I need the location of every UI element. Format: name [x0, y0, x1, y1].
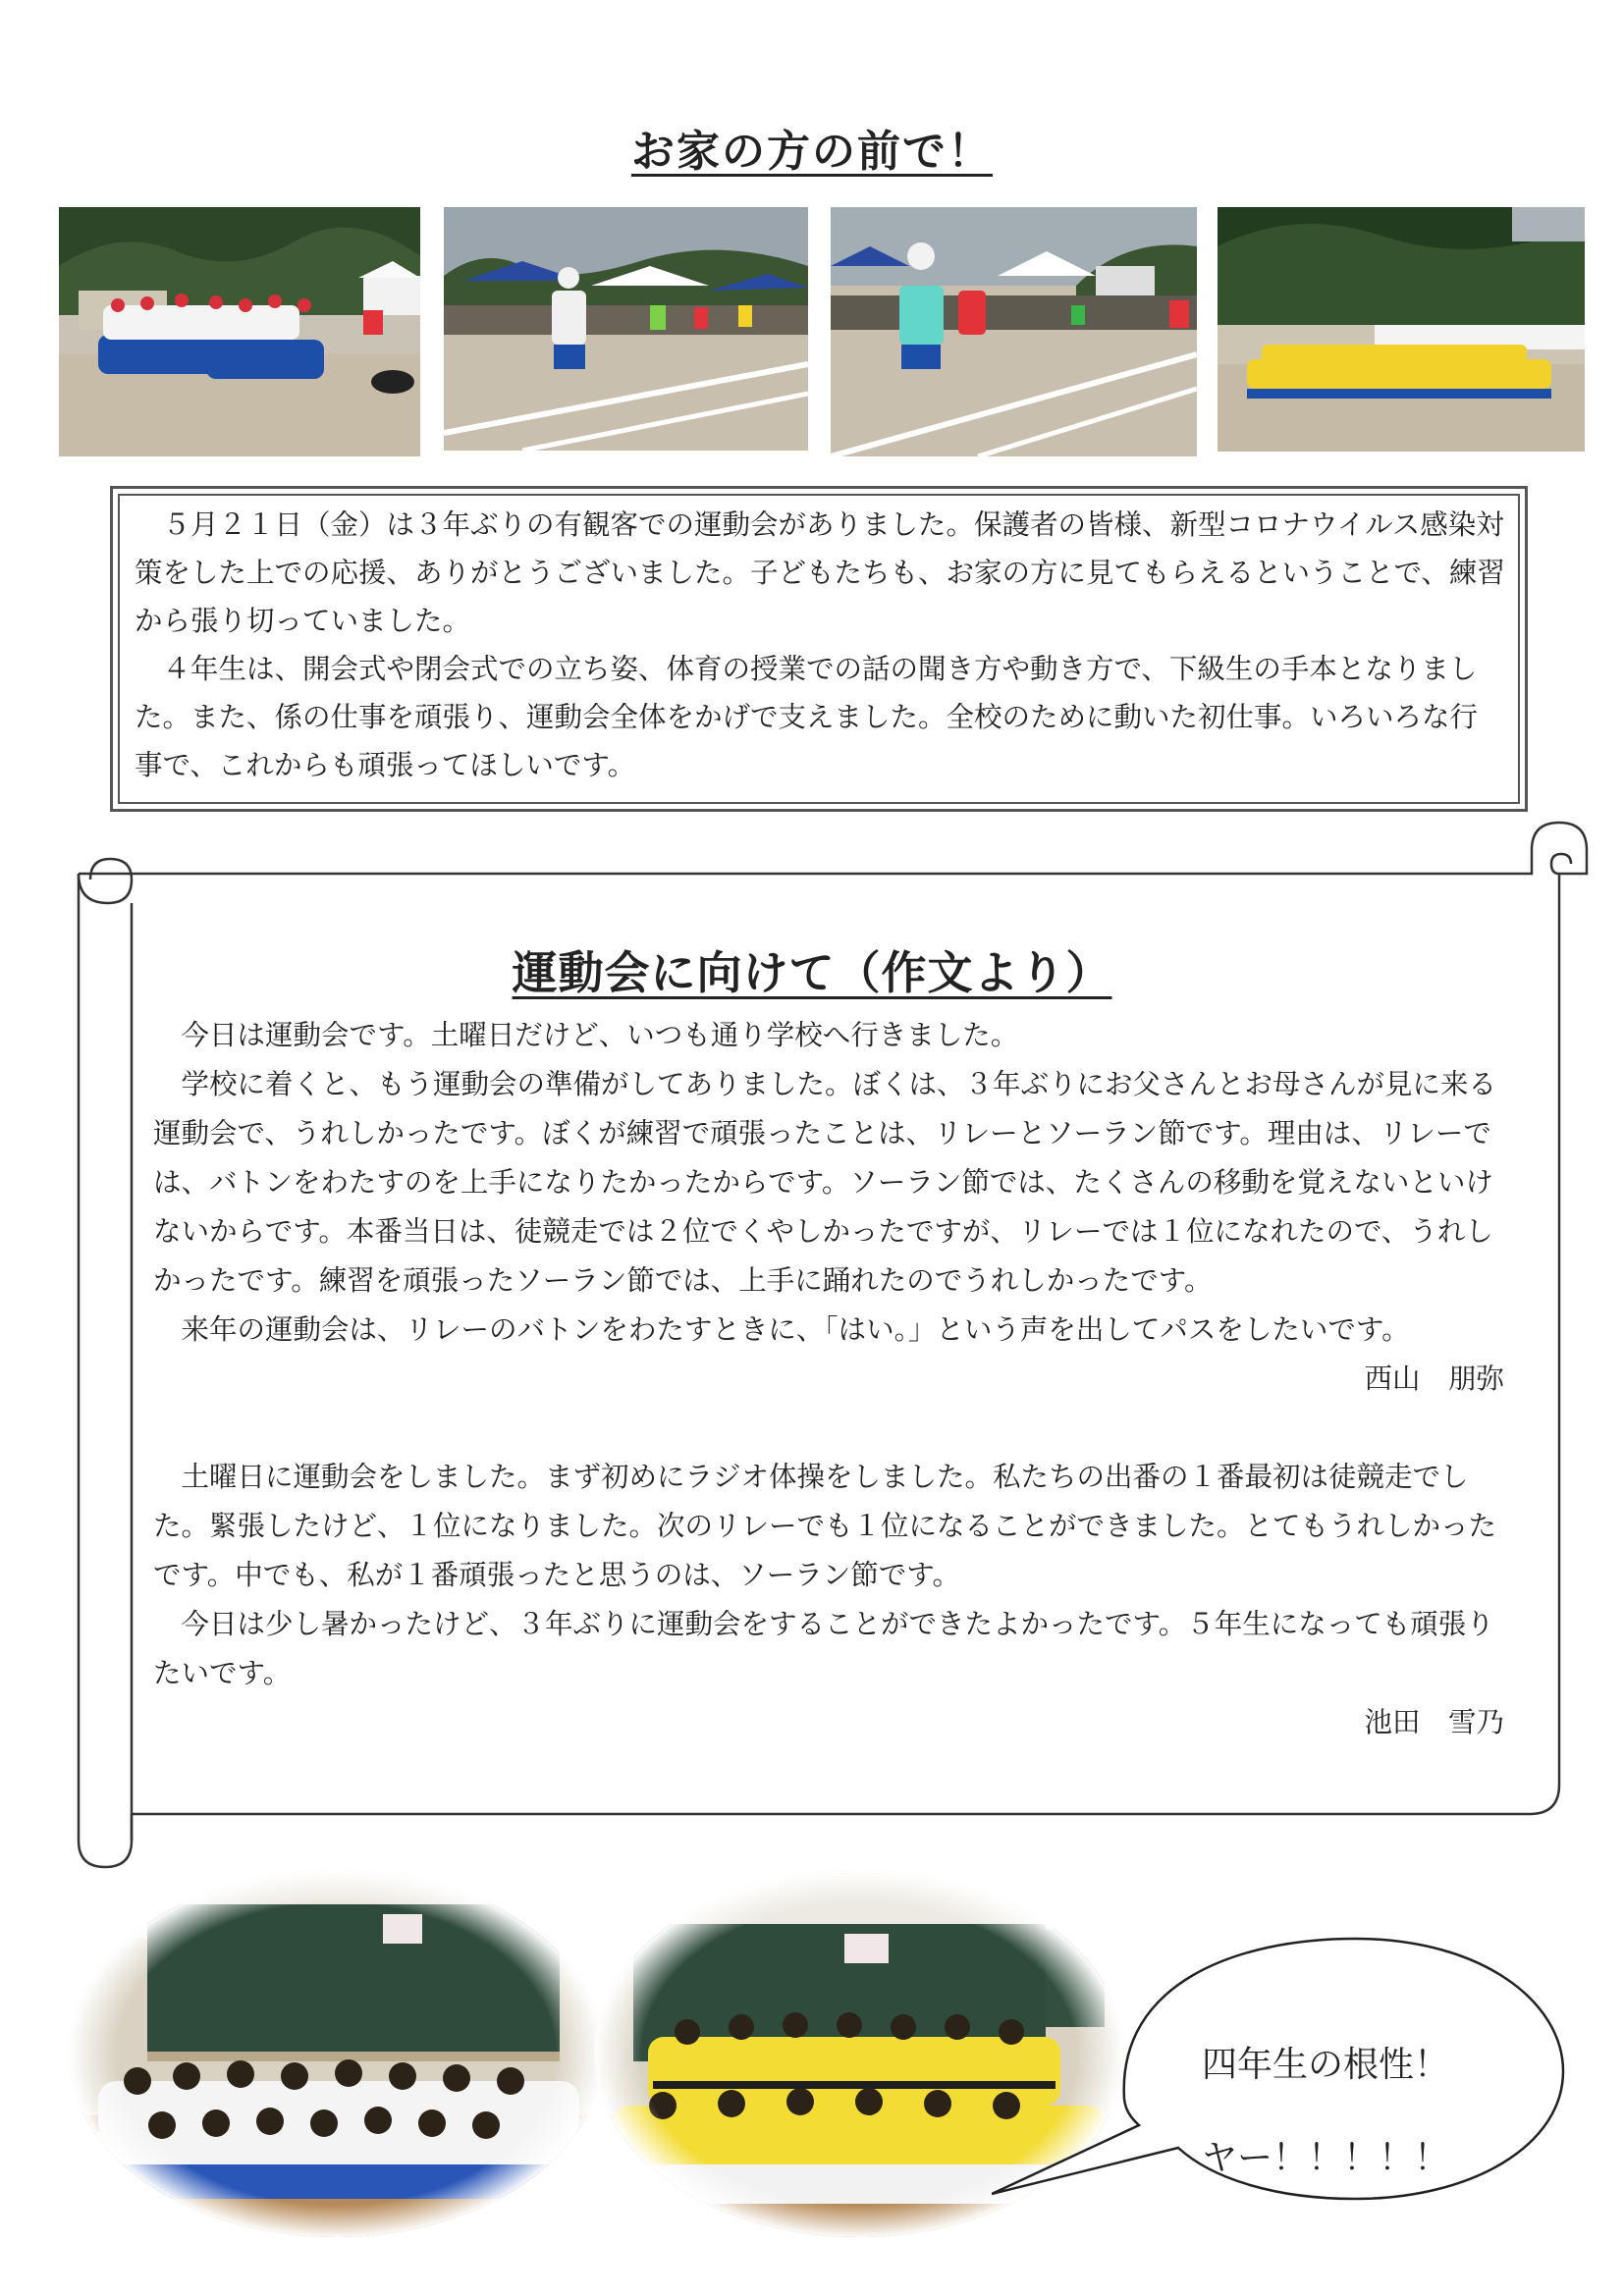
photo-soran-dance	[1218, 207, 1585, 452]
intro-paragraph-1: ５月２１日（金）は３年ぶりの有観客での運動会がありました。保護者の皆様、新型コロナウイルス感染対策をした上での応援、ありがとうございました。子どもたちも、お家の方に見てもらえるということで、練習から張り切っていました。	[135, 508, 1505, 637]
essay-text	[153, 1011, 1504, 1747]
essay1-author: 西山 朋弥	[1364, 1362, 1504, 1395]
photo-running-race	[444, 207, 808, 451]
section-title-text: お家の方の前で！	[631, 127, 993, 177]
intro-paragraph-2: ４年生は、開会式や閉会式での立ち姿、体育の授業での話の聞き方や動き方で、下級生の手本となりました。また、係の仕事を頑張り、運動会全体をかげで支えました。全校のために動いた初仕事。いろいろな行事で、これからも頑張ってほしいです。	[135, 653, 1479, 781]
essay-section-title	[0, 937, 1624, 1002]
essay-section-title-text: 運動会に向けて（作文より）	[512, 946, 1112, 999]
photo-class-pe-uniform	[69, 1870, 604, 2238]
section-title-family-audience	[0, 116, 1624, 179]
photo-tug-of-war	[59, 207, 420, 456]
essay2-paragraph-2: 今日は少し暑かったけど、３年ぶりに運動会をすることができたよかったです。５年生になっても頑張りたいです。	[153, 1608, 1494, 1689]
essay1-paragraph-1: 今日は運動会です。土曜日だけど、いつも通り学校へ行きました。	[181, 1019, 1019, 1051]
essay2-paragraph-1: 土曜日に運動会をしました。まず初めにラジオ体操をしました。私たちの出番の１番最初は徒競走でした。緊張したけど、１位になりました。次のリレーでも１位になることができました。とてもうれしかったです。中でも、私が１番頑張ったと思うのは、ソーラン節です。	[153, 1461, 1497, 1591]
essay2-author: 池田 雪乃	[1364, 1706, 1504, 1738]
photo-relay-race	[831, 207, 1197, 456]
intro-box	[110, 486, 1528, 812]
essay1-paragraph-3: 来年の運動会は、リレーのバトンをわたすときに、「はい。」という声を出してパスをしたいです。	[181, 1313, 1410, 1346]
essay1-paragraph-2: 学校に着くと、もう運動会の準備がしてありました。ぼくは、３年ぶりにお父さんとお母さんが見に来る運動会で、うれしかったです。ぼくが練習で頑張ったことは、リレーとソーラン節です。理由は、リレーでは、バトンをわたすのを上手になりたかったからです。ソーラン節では、たくさんの移動を覚えないといけないからです。本番当日は、徒競走では２位でくやしかったですが、リレーでは１位になれたので、うれしかったです。練習を頑張ったソーラン節では、上手に踊れたのでうれしかったです。	[153, 1068, 1497, 1297]
bubble-line-1: 四年生の根性！	[1201, 2045, 1449, 2085]
intro-text	[135, 501, 1505, 789]
bubble-line-2: ヤー！！！！！	[1201, 2138, 1449, 2178]
